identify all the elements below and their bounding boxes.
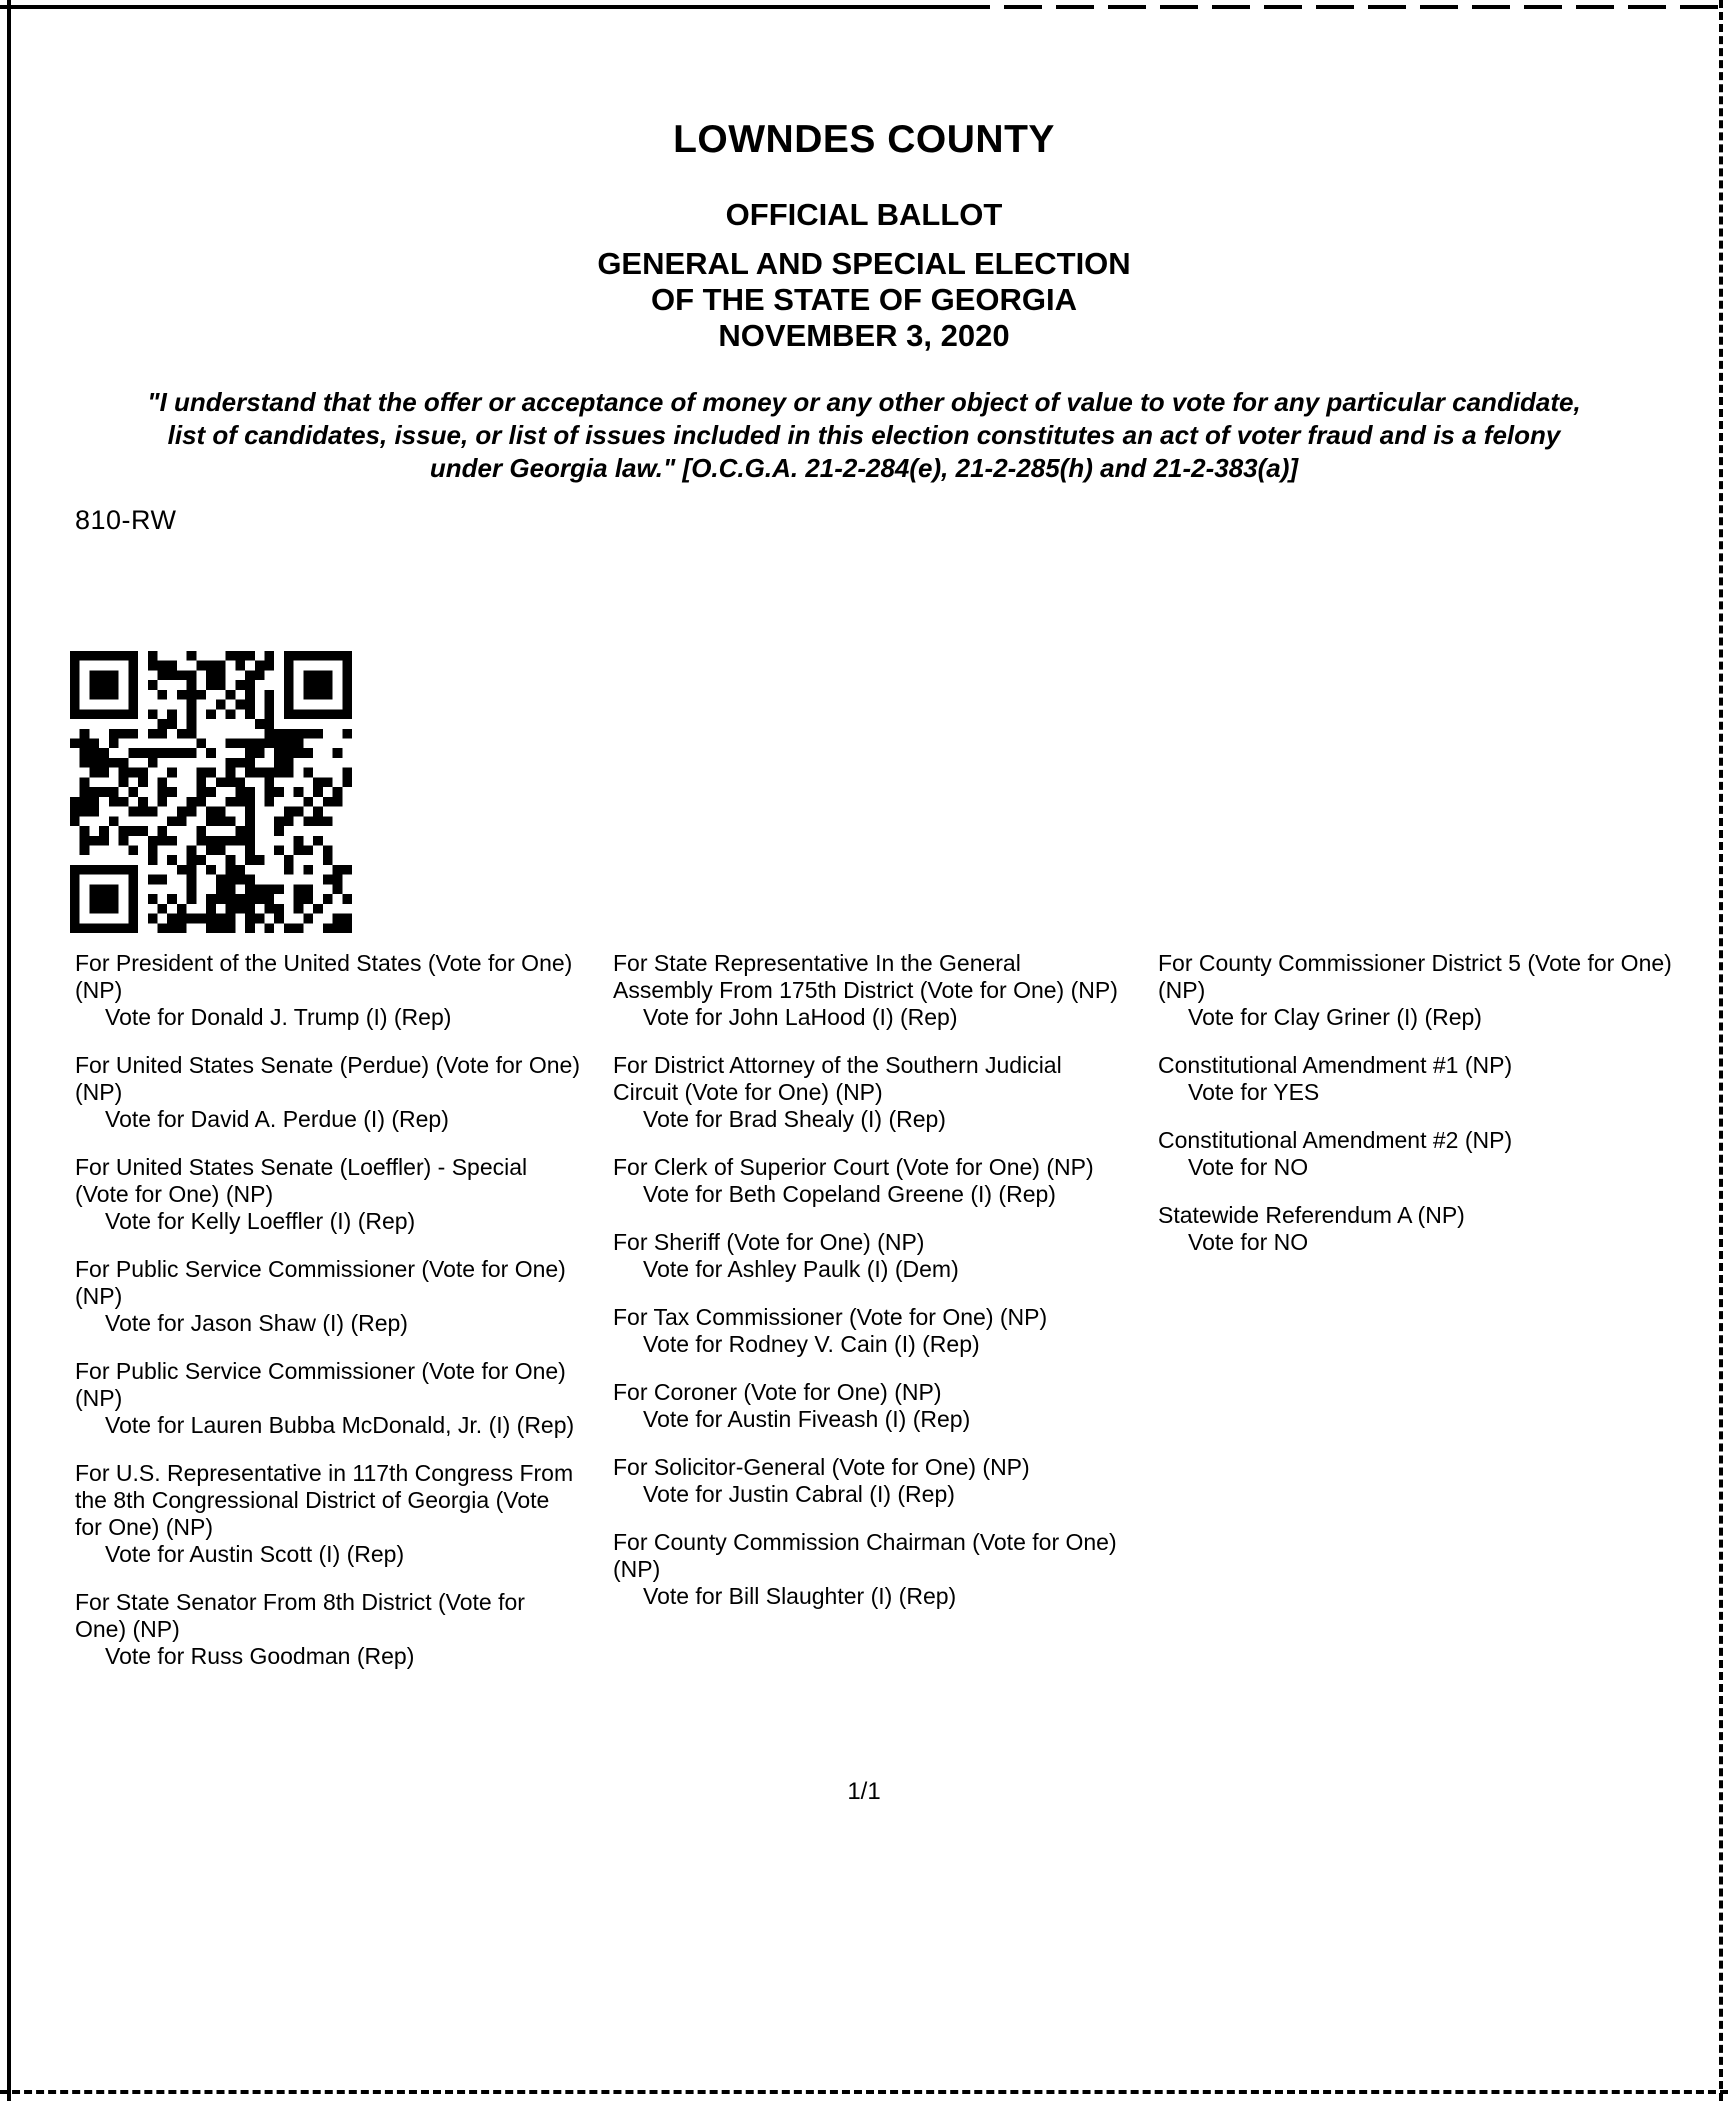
contest-title: Constitutional Amendment #1 (NP) (1158, 1052, 1513, 1078)
contest-title: For District Attorney of the Southern Judicial Circuit (Vote for One) (NP) (613, 1052, 1062, 1105)
contest-selection: Vote for Austin Scott (I) (Rep) (105, 1541, 405, 1567)
qr-code-icon (70, 651, 352, 933)
election-date: NOVEMBER 3, 2020 (718, 318, 1010, 353)
contest-title: For United States Senate (Loeffler) - Special (Vote for One) (NP) (75, 1154, 528, 1207)
contest (613, 1529, 1125, 1610)
contest-title: For Tax Commissioner (Vote for One) (NP) (613, 1304, 1048, 1330)
contest (613, 1052, 1125, 1133)
contest-selection: Vote for YES (1188, 1079, 1320, 1105)
contest-title: For U.S. Representative in 117th Congress From the 8th Congressional District of Georgia (Vote for One) (NP) (75, 1460, 574, 1540)
precinct-code: 810-RW (75, 505, 177, 535)
election-title (0, 246, 1728, 354)
ballot-column-1 (75, 950, 580, 1691)
contest (613, 1304, 1125, 1358)
ballot-edge-mark-top-dashes (990, 5, 1728, 9)
contest (613, 1454, 1125, 1508)
contest-title: Statewide Referendum A (NP) (1158, 1202, 1465, 1228)
contest-selection: Vote for Ashley Paulk (I) (Dem) (643, 1256, 959, 1282)
contest-title: For Public Service Commissioner (Vote for One) (NP) (75, 1358, 566, 1411)
contest-selection: Vote for Kelly Loeffler (I) (Rep) (105, 1208, 416, 1234)
ballot-column-3 (1158, 950, 1680, 1277)
ballot-title: OFFICIAL BALLOT (725, 197, 1003, 232)
contest-title: For Solicitor-General (Vote for One) (NP) (613, 1454, 1030, 1480)
election-name-line2: OF THE STATE OF GEORGIA (651, 282, 1077, 317)
contest (75, 1460, 580, 1568)
contest-selection: Vote for Jason Shaw (I) (Rep) (105, 1310, 408, 1336)
contest-selection: Vote for Justin Cabral (I) (Rep) (643, 1481, 955, 1507)
contest-title: Constitutional Amendment #2 (NP) (1158, 1127, 1513, 1153)
contest-selection: Vote for Lauren Bubba McDonald, Jr. (I) (Rep) (105, 1412, 575, 1438)
ballot-edge-mark-bottom (0, 2090, 1728, 2094)
contest-selection: Vote for Beth Copeland Greene (I) (Rep) (643, 1181, 1056, 1207)
contest-title: For United States Senate (Perdue) (Vote for One) (NP) (75, 1052, 580, 1105)
contest (1158, 1052, 1680, 1106)
contest-title: For County Commission Chairman (Vote for One) (NP) (613, 1529, 1117, 1582)
county-title: LOWNDES COUNTY (673, 118, 1055, 161)
contest (613, 1229, 1125, 1283)
contest (75, 1256, 580, 1337)
contest (613, 1379, 1125, 1433)
contest-title: For State Senator From 8th District (Vote for One) (NP) (75, 1589, 525, 1642)
contest (1158, 1202, 1680, 1256)
contest (613, 1154, 1125, 1208)
page-number: 1/1 (847, 1778, 881, 1805)
contest-selection: Vote for Brad Shealy (I) (Rep) (643, 1106, 946, 1132)
contest (613, 950, 1125, 1031)
fraud-notice-line: "I understand that the offer or acceptance of money or any other object of value to vote for any particular candidate, (147, 387, 1581, 417)
contest-title: For Sheriff (Vote for One) (NP) (613, 1229, 925, 1255)
contest-title: For Clerk of Superior Court (Vote for One) (NP) (613, 1154, 1094, 1180)
contest-title: For Coroner (Vote for One) (NP) (613, 1379, 942, 1405)
contest-selection: Vote for Bill Slaughter (I) (Rep) (643, 1583, 957, 1609)
fraud-notice-line: under Georgia law." [O.C.G.A. 21-2-284(e), 21-2-285(h) and 21-2-383(a)] (429, 453, 1299, 483)
contest-selection: Vote for Rodney V. Cain (I) (Rep) (643, 1331, 980, 1357)
contest-selection: Vote for Clay Griner (I) (Rep) (1188, 1004, 1482, 1030)
contest-selection: Vote for NO (1188, 1229, 1309, 1255)
contest-selection: Vote for David A. Perdue (I) (Rep) (105, 1106, 449, 1132)
contest (75, 1154, 580, 1235)
ballot-column-2 (613, 950, 1125, 1631)
contest-title: For County Commissioner District 5 (Vote for One) (NP) (1158, 950, 1672, 1003)
contest-selection: Vote for John LaHood (I) (Rep) (643, 1004, 958, 1030)
fraud-notice-line: list of candidates, issue, or list of issues included in this election constitutes an act of voter fraud and is a felony (167, 420, 1561, 450)
contest (1158, 1127, 1680, 1181)
contest-selection: Vote for Austin Fiveash (I) (Rep) (643, 1406, 971, 1432)
contest-title: For President of the United States (Vote for One) (NP) (75, 950, 573, 1003)
contest-selection: Vote for Russ Goodman (Rep) (105, 1643, 415, 1669)
contest (75, 1052, 580, 1133)
contest-selection: Vote for NO (1188, 1154, 1309, 1180)
contest (1158, 950, 1680, 1031)
contest-selection: Vote for Donald J. Trump (I) (Rep) (105, 1004, 452, 1030)
contest (75, 950, 580, 1031)
contest-title: For Public Service Commissioner (Vote for One) (NP) (75, 1256, 566, 1309)
election-name-line1: GENERAL AND SPECIAL ELECTION (597, 246, 1131, 281)
contest (75, 1589, 580, 1670)
contest (75, 1358, 580, 1439)
contest-title: For State Representative In the General Assembly From 175th District (Vote for One) (NP) (613, 950, 1118, 1003)
fraud-notice (0, 386, 1728, 485)
